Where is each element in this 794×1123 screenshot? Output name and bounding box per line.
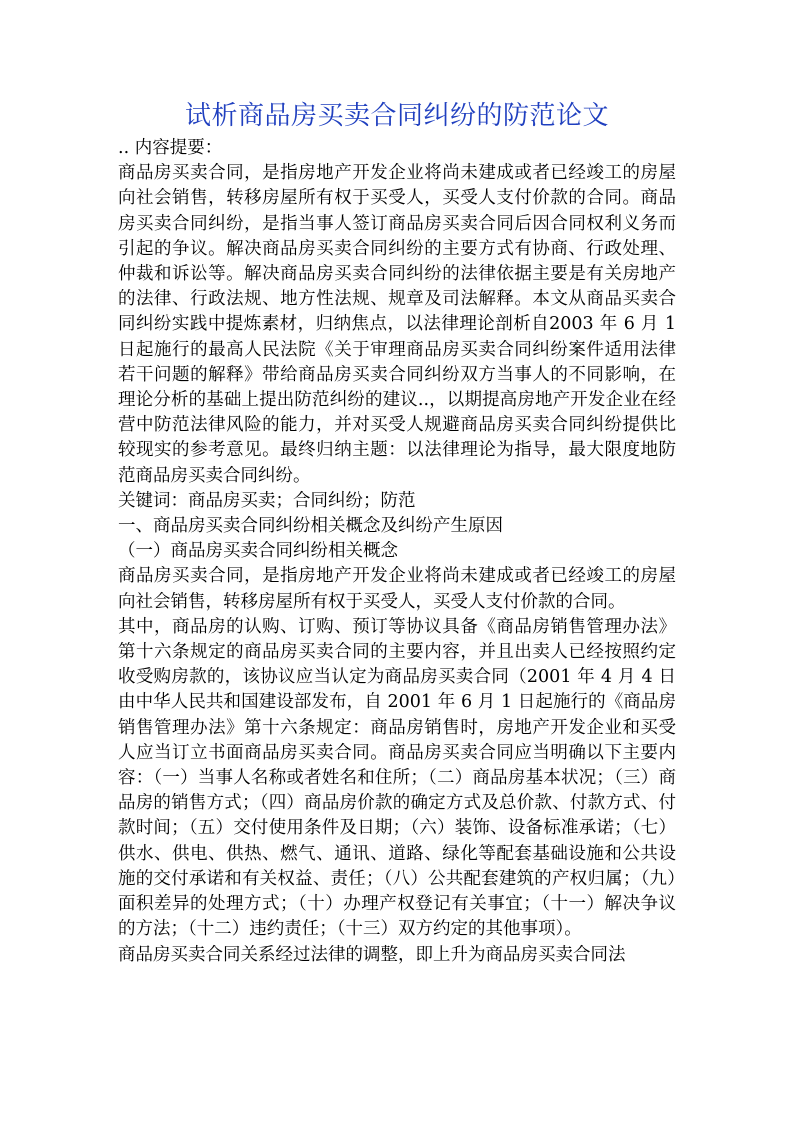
summary-paragraph: 商品房买卖合同，是指房地产开发企业将尚未建成或者已经竣工的房屋向社会销售，转移房屋所有权于买受人，买受人支付价款的合同。商品房买卖合同纠纷，是指当事人签订商品房买卖合同后因合同权利义务而引起的争议。解决商品房买卖合同纠纷的主要方式有协商、行政处理、仲裁和诉讼等。解决商品房买卖合同纠纷的法律依据主要是有关房地产的法律、行政法规、地方性法规、规章及司法解释。本文从商品买卖合同纠纷实践中提炼素材，归纳焦点，以法律理论剖析自2003 年 6 月 1 日起施行的最高人民法院《关于审理商品房买卖合同纠纷案件适用法律若干问题的解释》带给商品房买卖合同纠纷双方当事人的不同影响，在理论分析的基础上提出防范纠纷的建议..，以期提高房地产开发企业在经营中防范法律风险的能力，并对买受人规避商品房买卖合同纠纷提供比较现实的参考意见。最终归纳主题：以法律理论为指导，最大限度地防范商品房买卖合同纠纷。 [118,163,676,486]
definition-paragraph: 商品房买卖合同，是指房地产开发企业将尚未建成或者已经竣工的房屋向社会销售，转移房屋所有权于买受人，买受人支付价款的合同。 [118,566,676,612]
document-page [118,96,676,968]
regulation-paragraph: 其中，商品房的认购、订购、预订等协议具备《商品房销售管理办法》第十六条规定的商品房买卖合同的主要内容，并且出卖人已经按照约定收受购房款的，该协议应当认定为商品房买卖合同（2001 年 4 月 4 日由中华人民共和国建设部发布，自 2001 年 6 月 1 日起施行的《商品房销售管理办法》第十六条规定：商品房销售时，房地产开发企业和买受人应当订立书面商品房买卖合同。商品房买卖合同应当明确以下主要内容：（一）当事人名称或者姓名和住所；（二）商品房基本状况；（三）商品房的销售方式；（四）商品房价款的确定方式及总价款、付款方式、付款时间；（五）交付使用条件及日期；（六）装饰、设备标准承诺；（七）供水、供电、供热、燃气、通讯、道路、绿化等配套基础设施和公共设施的交付承诺和有关权益、责任；（八）公共配套建筑的产权归属；（九）面积差异的处理方式；（十）办理产权登记有关事宜；（十一）解决争议的方法；（十二）违约责任；（十三）双方约定的其他事项）。 [118,616,676,940]
content-summary-heading: .. 内容提要： [118,138,223,158]
subsection-heading-1-1: （一）商品房买卖合同纠纷相关概念 [118,541,398,562]
section-heading-1: 一、商品房买卖合同纠纷相关概念及纠纷产生原因 [118,516,503,537]
keywords-line: 关键词：商品房买卖；合同纠纷；防范 [118,490,416,511]
document-title: 试析商品房买卖合同纠纷的防范论文 [184,101,609,131]
legal-relation-paragraph: 商品房买卖合同关系经过法律的调整，即上升为商品房买卖合同法 [118,944,626,965]
